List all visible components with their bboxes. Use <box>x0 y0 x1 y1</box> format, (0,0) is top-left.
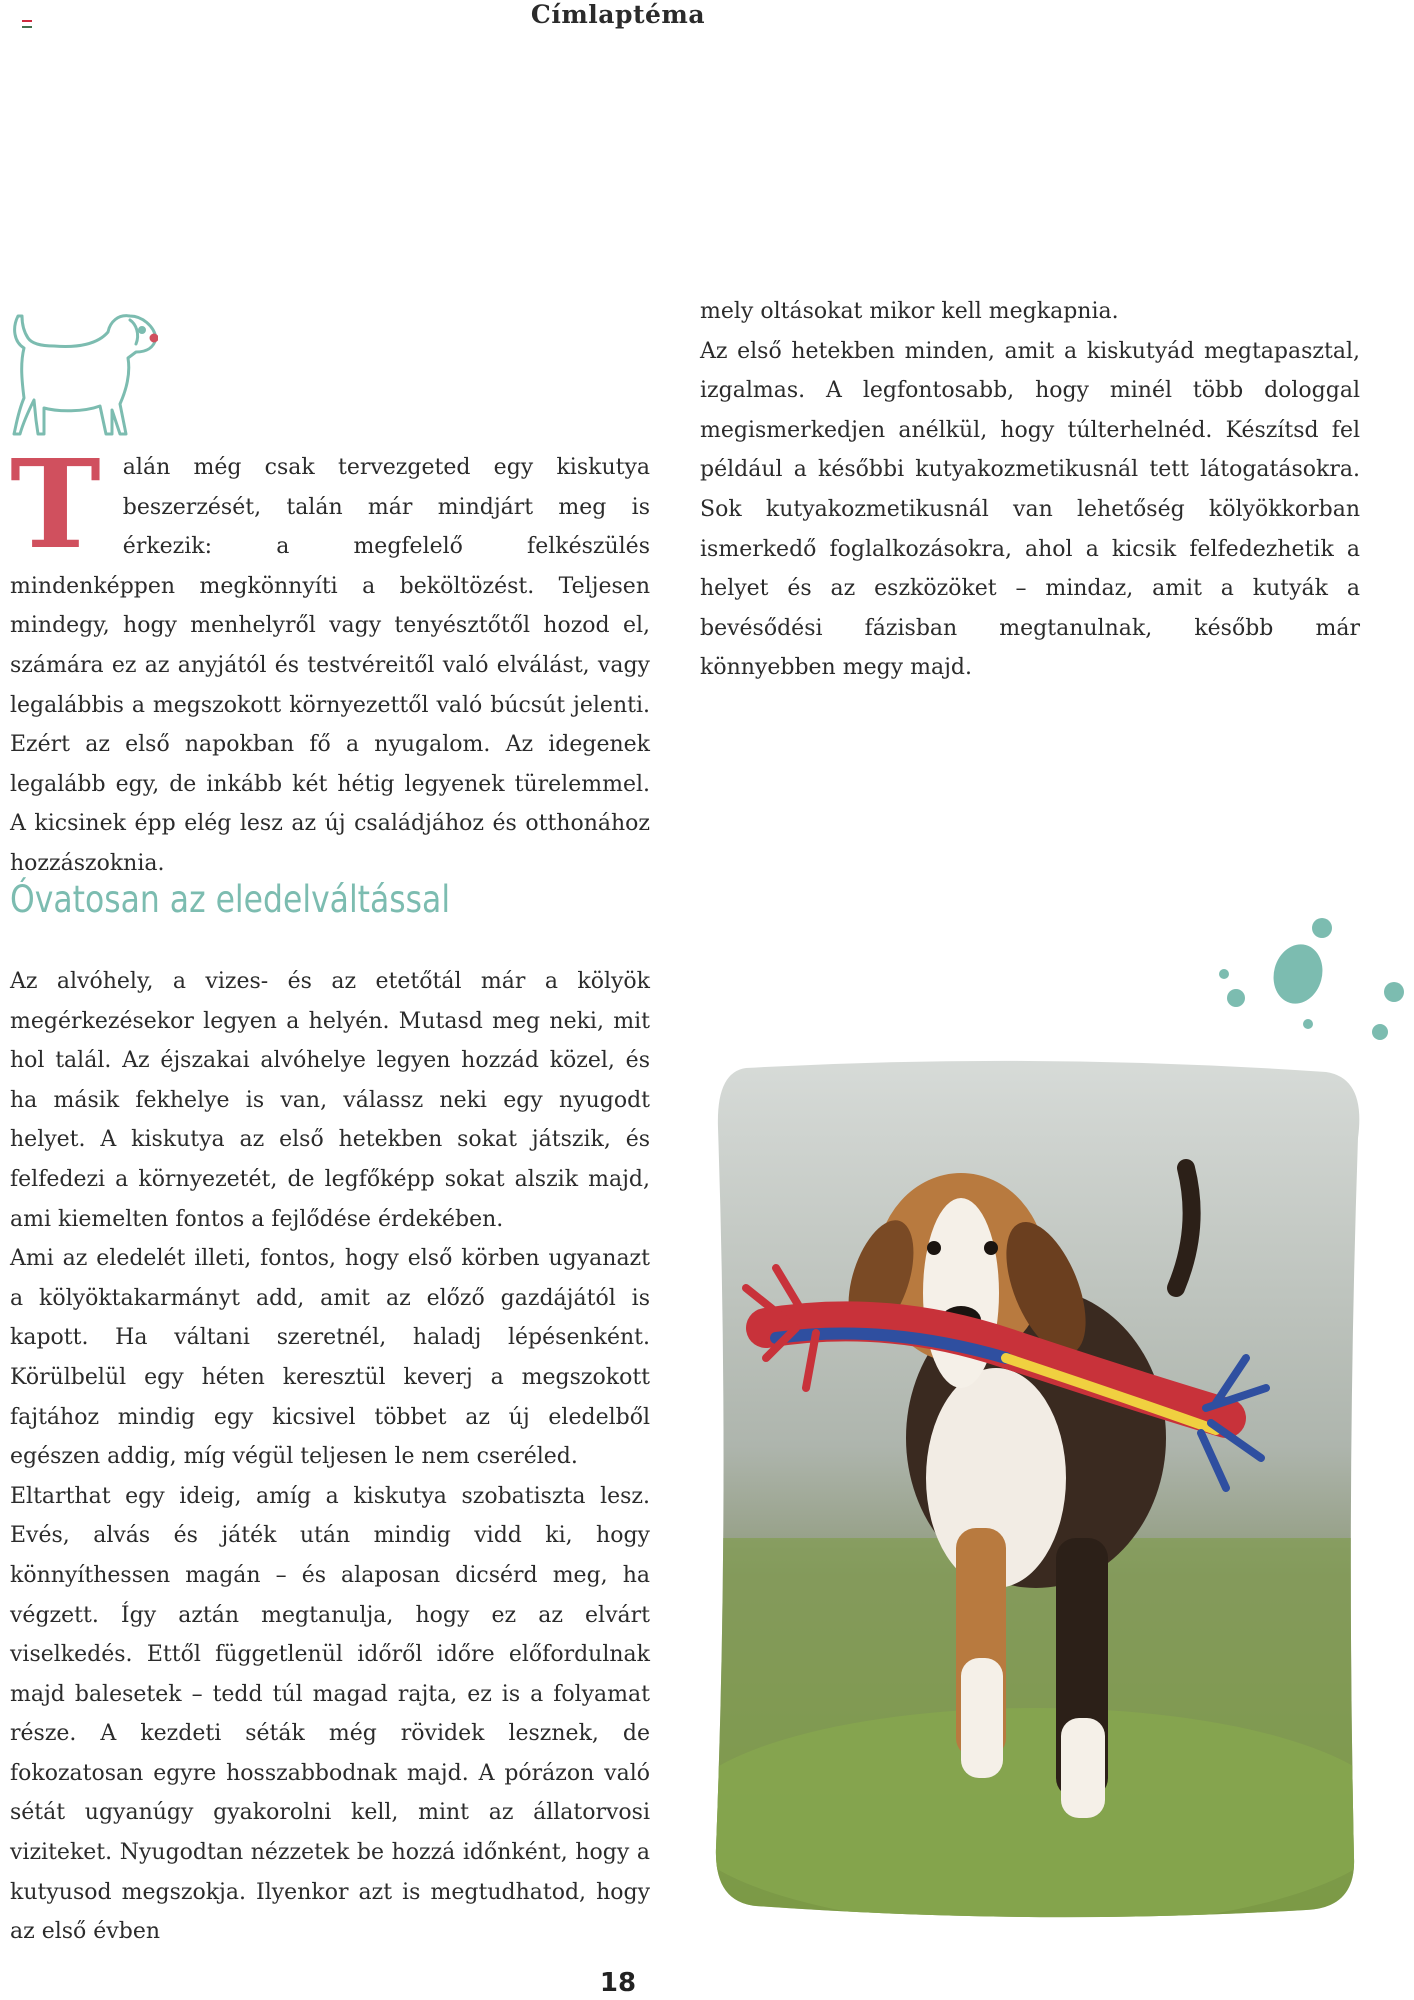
drop-cap: T <box>10 432 101 576</box>
page-number: 18 <box>599 1968 637 1998</box>
intro-column <box>10 432 650 884</box>
intro-paragraph: alán még csak tervezgeted egy kiskutya beszerzését, talán már mindjárt meg is érkezik: a megfelelő felkészülés mindenképpen megkönnyíti a beköltözést. Teljesen mindegy, hogy menhelyről vagy tenyésztőtől hozod el, számára ez az anyjától és testvéreitől való elválást, vagy legalábbis a megszokott környezettől való búcsút jelenti. Ezért az első napokban fő a nyugalom. Az idegenek legalább egy, de inkább két hétig legyenek türelemmel. A kicsinek épp elég lesz az új családjához és otthonához hozzászoknia. <box>10 455 650 876</box>
section-paragraph-2: Ami az eledelét illeti, fontos, hogy első körben ugyanazt a kölyöktakarmányt add, amit az előző gazdájától is kapott. Ha váltani szeretnél, haladj lépésenként. Körülbelül egy héten keresztül keverj a megszokott fajtához mindig egy kicsivel többet az új eledelből egészen addig, míg végül teljesen le nem cseréled. <box>10 1246 650 1470</box>
right-column <box>700 292 1360 688</box>
section-body <box>10 962 650 1952</box>
dog-outline-icon <box>8 308 158 440</box>
section-heading: Óvatosan az eledelváltással <box>10 878 451 921</box>
decorative-dots <box>1210 910 1414 1050</box>
right-paragraph-1: mely oltásokat mikor kell megkapnia. <box>700 299 1119 324</box>
puppy-photo <box>706 1058 1366 1920</box>
section-paragraph-3: Eltarthat egy ideig, amíg a kiskutya szobatiszta lesz. Evés, alvás és játék után mindig vidd ki, hogy könnyíthessen magán – és alaposan dicsérd meg, ha végzett. Így aztán megtanulja, hogy ez az elvárt viselkedés. Ettől függetlenül időről időre előfordulnak majd balesetek – tedd túl magad rajta, ez is a folyamat része. A kezdeti séták még rövidek lesznek, de fokozatosan egyre hosszabbodnak majd. A pórázon való sétát ugyanúgy gyakorolni kell, mint az állatorvosi viziteket. Nyugodtan nézzetek be hozzá időnként, hogy a kutyusod megszokja. Ilyenkor azt is megtudhatod, hogy az első évben <box>10 1483 650 1945</box>
right-paragraph-2: Az első hetekben minden, amit a kiskutyád megtapasztal, izgalmas. A legfontosabb, hogy minél több dologgal megismerkedjen anélkül, hogy túlterhelnéd. Készítsd fel például a későbbi kutyakozmetikusnál tett látogatásokra. Sok kutyakozmetikusnál van lehetőség kölyökkorban ismerkedő foglalkozásokra, ahol a kicsik felfedezhetik a helyet és az eszközöket – mindaz, amit a kutyák a bevésődési fázisban megtanulnak, később már könnyebben megy majd. <box>700 338 1360 681</box>
page-header-title: Címlaptéma <box>530 0 706 29</box>
section-paragraph-1: Az alvóhely, a vizes- és az etetőtál már a kölyök megérkezésekor legyen a helyén. Mutasd meg neki, mit hol talál. Az éjszakai alvóhelye legyen hozzád közel, és ha másik fekhelye is van, válassz neki egy nyugodt helyet. A kiskutya az első hetekben sokat játszik, és felfedezi a környezetét, de legfőképp sokat alszik majd, ami kiemelten fontos a fejlődése érdekében. <box>10 969 650 1232</box>
